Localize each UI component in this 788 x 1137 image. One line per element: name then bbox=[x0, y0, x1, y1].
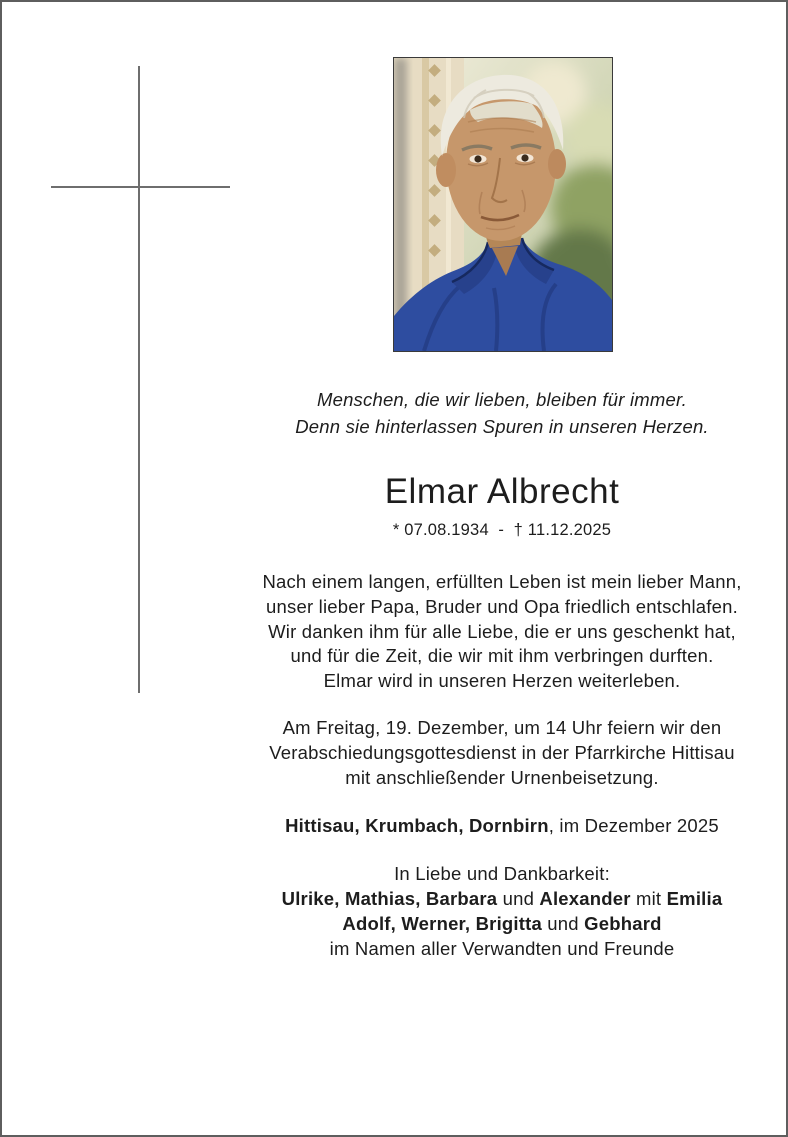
family-intro: In Liebe und Dankbarkeit: bbox=[394, 863, 610, 884]
cross-vertical-line bbox=[138, 66, 140, 693]
closing-line bbox=[214, 813, 788, 838]
obituary-line: Nach einem langen, erfüllten Leben ist mein lieber Mann, bbox=[262, 571, 742, 592]
family-connector: und bbox=[497, 888, 540, 909]
closing-locations: Hittisau, Krumbach, Dornbirn bbox=[285, 815, 549, 836]
family-names: Alexander bbox=[539, 888, 631, 909]
family-names-line-2 bbox=[214, 911, 788, 936]
family-names: Gebhard bbox=[584, 913, 662, 934]
obituary-line: und für die Zeit, die wir mit ihm verbringen durften. bbox=[290, 645, 714, 667]
family-connector: und bbox=[541, 913, 585, 934]
deceased-name: Elmar Albrecht bbox=[384, 472, 620, 511]
obituary-line: Elmar wird in unseren Herzen weiterleben. bbox=[323, 670, 681, 692]
service-line: Verabschiedungsgottesdienst in der Pfarrkirche Hittisau bbox=[269, 741, 735, 763]
service-line: Am Freitag, 19. Dezember, um 14 Uhr feiern wir den bbox=[282, 717, 722, 738]
obituary-line: unser lieber Papa, Bruder und Opa friedlich entschlafen. bbox=[266, 595, 738, 617]
family-names: Emilia bbox=[666, 888, 723, 909]
quote-line: Denn sie hinterlassen Spuren in unseren Herzen. bbox=[295, 416, 709, 437]
life-dates: * 07.08.1934 - † 11.12.2025 bbox=[392, 521, 612, 539]
obituary-paragraph bbox=[214, 570, 788, 694]
portrait-photo bbox=[393, 57, 613, 352]
family-connector: mit bbox=[630, 888, 667, 909]
family-names-line-1 bbox=[214, 886, 788, 911]
closing-date: , im Dezember 2025 bbox=[548, 815, 719, 836]
remembrance-quote bbox=[214, 386, 788, 440]
obituary-line: Wir danken ihm für alle Liebe, die er uns geschenkt hat, bbox=[268, 620, 736, 642]
family-names: Adolf, Werner, Brigitta bbox=[342, 913, 542, 934]
family-block bbox=[214, 861, 788, 961]
family-names: Ulrike, Mathias, Barbara bbox=[281, 888, 498, 909]
cross-horizontal-line bbox=[51, 186, 230, 188]
service-paragraph bbox=[214, 716, 788, 790]
quote-line: Menschen, die wir lieben, bleiben für immer. bbox=[316, 389, 688, 410]
service-line: mit anschließender Urnenbeisetzung. bbox=[345, 766, 659, 788]
portrait-illustration bbox=[394, 58, 612, 351]
family-outro: im Namen aller Verwandten und Freunde bbox=[329, 938, 675, 959]
